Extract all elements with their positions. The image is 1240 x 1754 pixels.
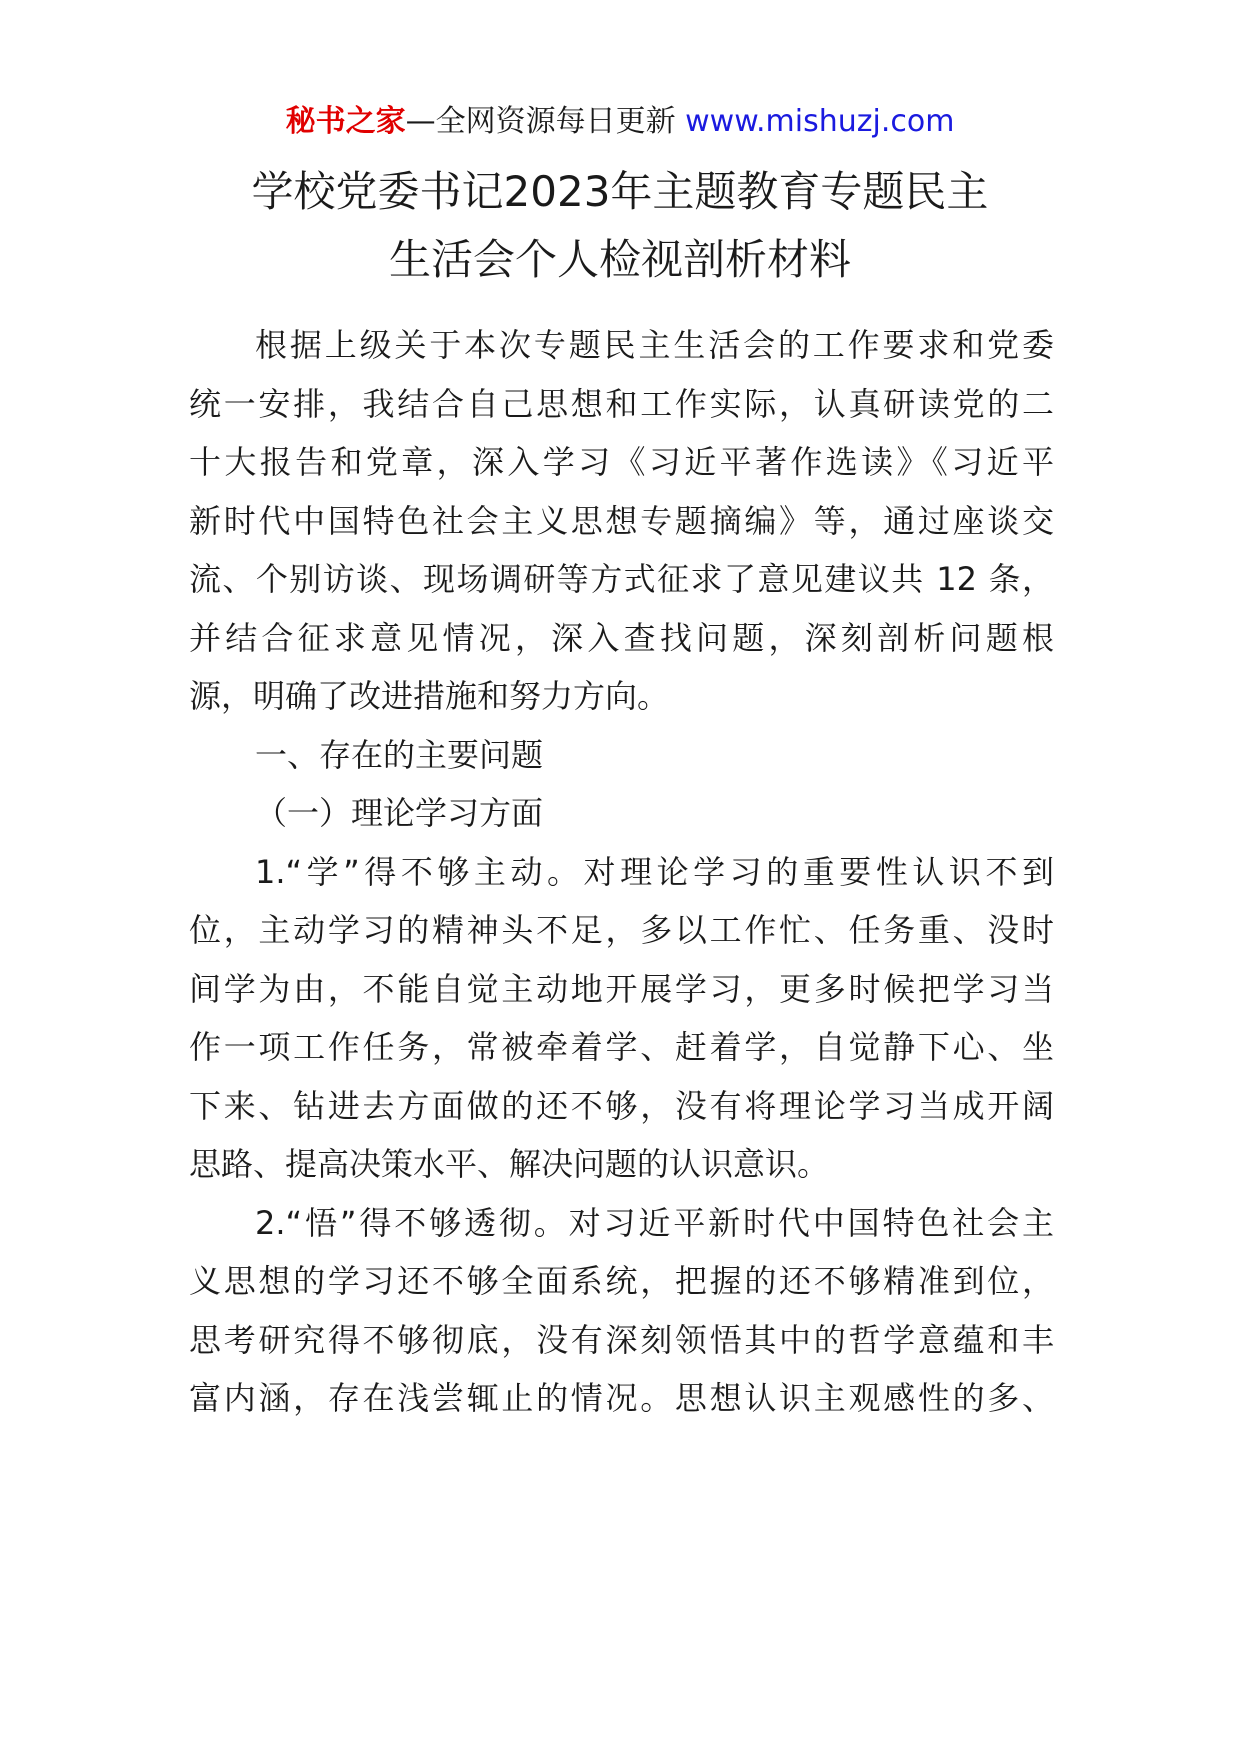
body-line: 作一项工作任务，常被牵着学、赶着学，自觉静下心、坐: [189, 1028, 1054, 1066]
subsection-heading: （一）理论学习方面: [255, 794, 544, 832]
body-line: 根据上级关于本次专题民主生活会的工作要求和党委: [255, 326, 1054, 364]
body-line: 新时代中国特色社会主义思想专题摘编》等，通过座谈交: [189, 501, 1054, 540]
body-line: 义思想的学习还不够全面系统，把握的还不够精准到位，: [189, 1262, 1054, 1300]
body-line: 位，主动学习的精神头不足，多以工作忙、任务重、没时: [189, 911, 1054, 949]
body-line: 下来、钻进去方面做的还不够，没有将理论学习当成开阔: [189, 1086, 1054, 1125]
body-line: 2.“悟”得不够透彻。对习近平新时代中国特色社会主: [255, 1203, 1054, 1242]
document-title-line-2: 生活会个人检视剖析材料: [388, 235, 851, 284]
body-line: 思路、提高决策水平、解决问题的认识意识。: [189, 1145, 830, 1183]
body-line: 1.“学”得不够主动。对理论学习的重要性认识不到: [255, 852, 1054, 891]
body-line: 思考研究得不够彻底，没有深刻领悟其中的哲学意蕴和丰: [189, 1320, 1054, 1359]
body-line: 并结合征求意见情况，深入查找问题，深刻剖析问题根: [189, 618, 1054, 657]
body-line: 十大报告和党章，深入学习《习近平著作选读》《习近平: [189, 443, 1054, 481]
body-line: 富内涵，存在浅尝辄止的情况。思想认识主观感性的多、: [189, 1379, 1054, 1417]
brand-name: 秘书之家: [285, 104, 406, 139]
site-url[interactable]: www.mishuzj.com: [685, 104, 955, 139]
section-heading: 一、存在的主要问题: [255, 735, 544, 774]
body-line: 流、个别访谈、现场调研等方式征求了意见建议共 12 条，: [189, 560, 1054, 598]
body-line: 间学为由，不能自觉主动地开展学习，更多时候把学习当: [189, 969, 1054, 1008]
document-title-line-1: 学校党委书记2023年主题教育专题民主: [251, 167, 989, 216]
document-body: [189, 316, 1054, 1428]
body-line: 源，明确了改进措施和努力方向。: [189, 677, 670, 715]
site-slogan: —全网资源每日更新: [405, 104, 676, 139]
body-line: 统一安排，我结合自己思想和工作实际，认真研读党的二: [189, 384, 1054, 423]
site-header: [0, 102, 1240, 142]
